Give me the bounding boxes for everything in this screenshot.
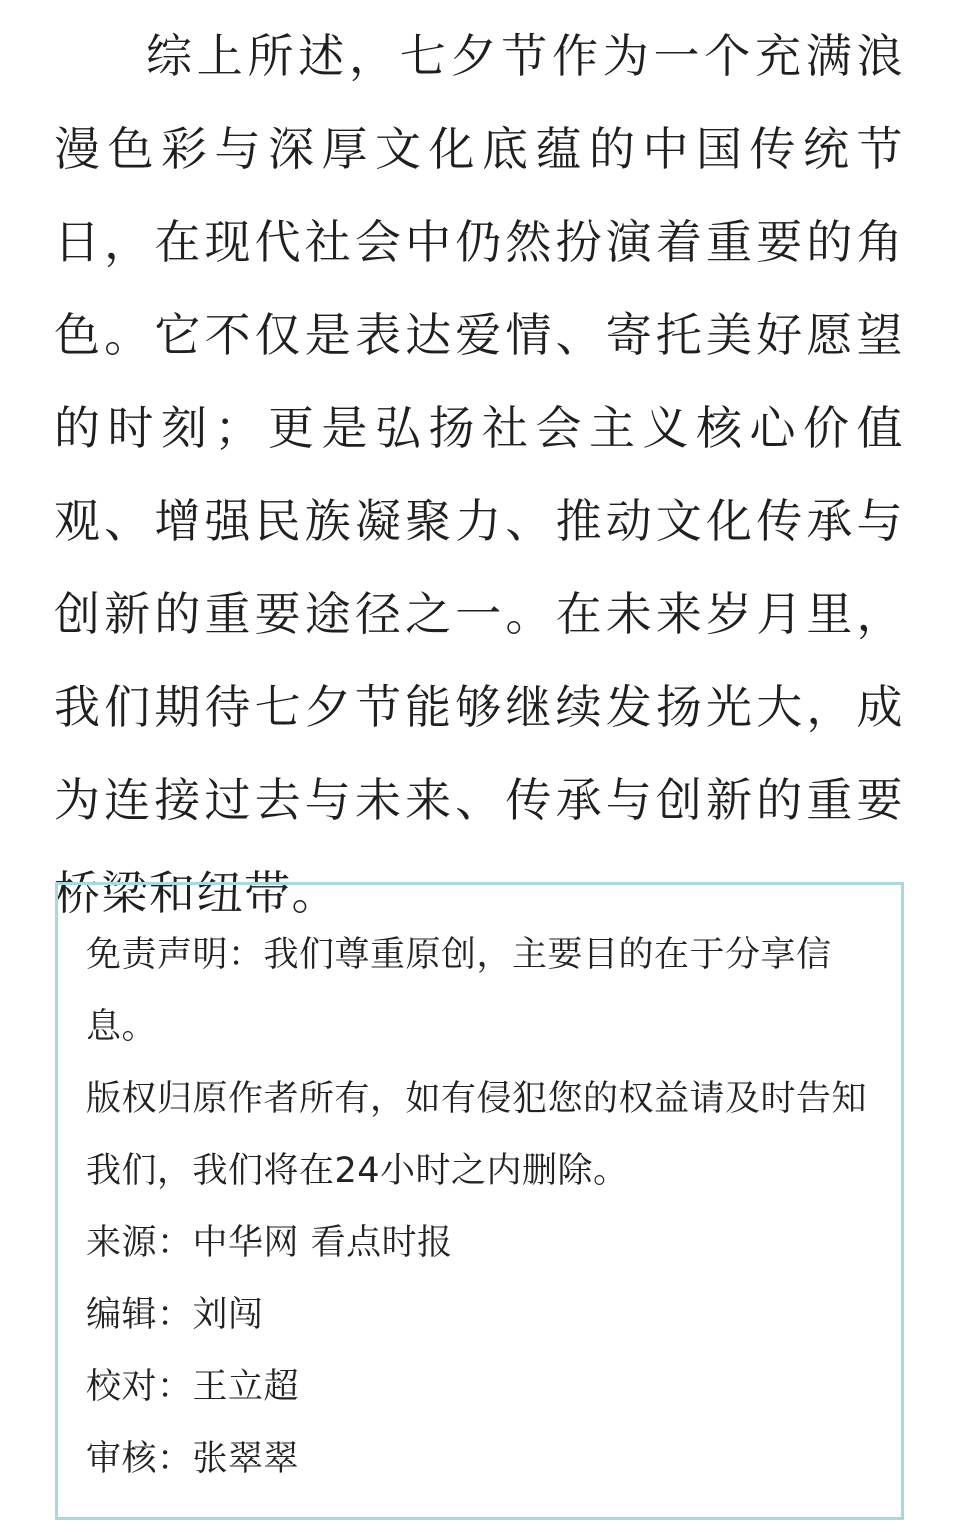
disclaimer-statement: 免责声明：我们尊重原创，主要目的在于分享信息。 bbox=[86, 935, 832, 1047]
source-line: 来源：中华网 看点时报 bbox=[86, 1223, 453, 1263]
editor-line: 编辑：刘闯 bbox=[86, 1295, 264, 1335]
disclaimer-box bbox=[55, 882, 904, 1520]
proofreader-line: 校对：王立超 bbox=[86, 1367, 300, 1407]
article-body bbox=[54, 10, 904, 940]
conclusion-paragraph: 综上所述，七夕节作为一个充满浪漫色彩与深厚文化底蕴的中国传统节日，在现代社会中仍然扮演着重要的角色。它不仅是表达爱情、寄托美好愿望的时刻；更是弘扬社会主义核心价值观、增强民族凝聚力、推动文化传承与创新的重要途径之一。在未来岁月里，我们期待七夕节能够继续发扬光大，成为连接过去与未来、传承与创新的重要桥梁和纽带。 bbox=[54, 29, 904, 920]
reviewer-line: 审核：张翠翠 bbox=[86, 1439, 300, 1479]
copyright-notice: 版权归原作者所有，如有侵犯您的权益请及时告知我们，我们将在24小时之内删除。 bbox=[86, 1079, 868, 1191]
